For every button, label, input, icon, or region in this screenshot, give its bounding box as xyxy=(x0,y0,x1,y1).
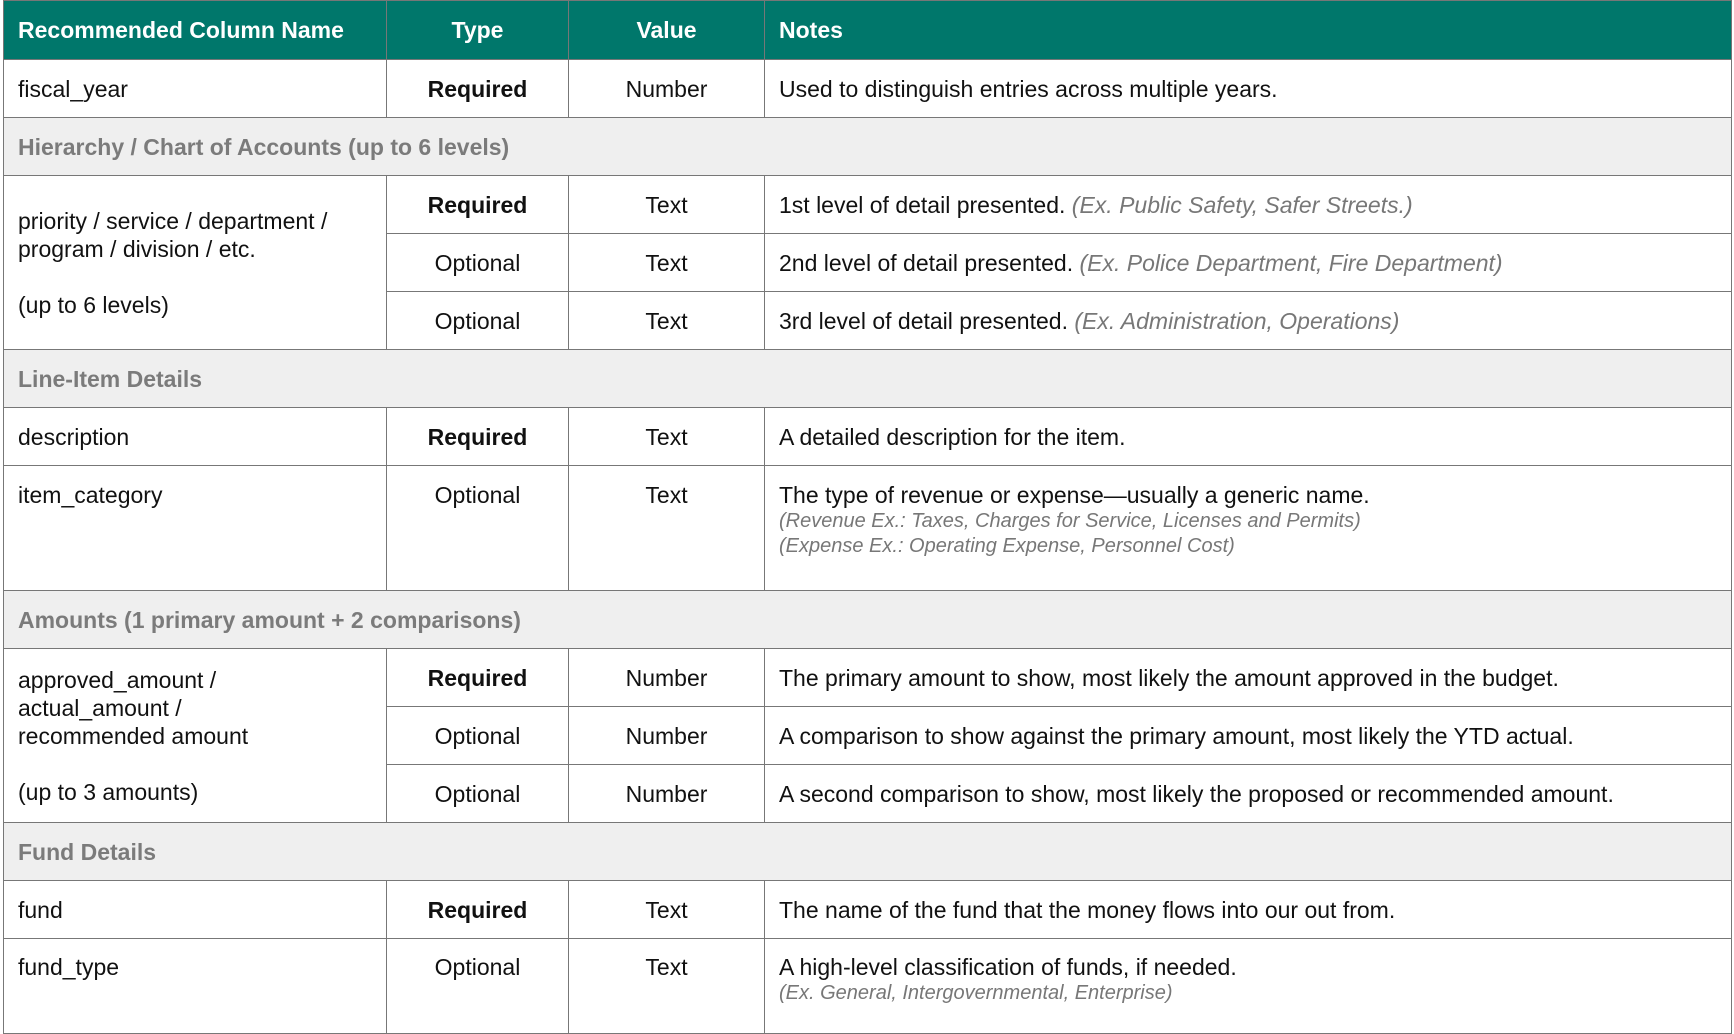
table-row xyxy=(4,408,1732,466)
notes-cell xyxy=(765,466,1732,591)
header-type: Type xyxy=(387,1,569,60)
type-cell: Required xyxy=(387,881,569,939)
section-title: Line-Item Details xyxy=(4,350,1732,408)
name-line: priority / service / department / xyxy=(18,207,328,234)
column-name-cell: fund_type xyxy=(4,939,387,1034)
notes-example: (Ex. Public Safety, Safer Streets.) xyxy=(1071,191,1413,218)
type-cell: Required xyxy=(387,176,569,234)
table-row xyxy=(4,466,1732,591)
notes-cell xyxy=(765,234,1732,292)
name-line: program / division / etc. xyxy=(18,235,256,262)
section-title: Hierarchy / Chart of Accounts (up to 6 levels) xyxy=(4,118,1732,176)
name-note: (up to 3 amounts) xyxy=(18,778,199,805)
column-name-cell: fund xyxy=(4,881,387,939)
type-cell: Optional xyxy=(387,765,569,823)
column-name-cell: fiscal_year xyxy=(4,60,387,118)
name-line: recommended amount xyxy=(18,722,249,749)
type-cell: Required xyxy=(387,649,569,707)
type-cell: Required xyxy=(387,408,569,466)
header-column-name: Recommended Column Name xyxy=(4,1,387,60)
notes-text: 1st level of detail presented. xyxy=(779,191,1066,218)
table-row xyxy=(4,939,1732,1034)
header-row xyxy=(4,1,1732,60)
column-spec-table xyxy=(3,0,1732,1034)
notes-cell: Used to distinguish entries across multiple years. xyxy=(765,60,1732,118)
notes-text: 2nd level of detail presented. xyxy=(779,249,1074,276)
section-row-amounts xyxy=(4,591,1732,649)
type-cell: Optional xyxy=(387,707,569,765)
notes-cell: A second comparison to show, most likely the proposed or recommended amount. xyxy=(765,765,1732,823)
name-line: actual_amount / xyxy=(18,694,182,721)
notes-text: 3rd level of detail presented. xyxy=(779,307,1068,334)
type-cell: Optional xyxy=(387,292,569,350)
table-row xyxy=(4,649,1732,707)
notes-text: The type of revenue or expense—usually a generic name. xyxy=(779,482,1370,508)
value-cell: Text xyxy=(569,881,765,939)
table-row xyxy=(4,60,1732,118)
value-cell: Number xyxy=(569,765,765,823)
value-cell: Text xyxy=(569,408,765,466)
header-notes: Notes xyxy=(765,1,1732,60)
value-cell: Text xyxy=(569,939,765,1034)
section-title: Amounts (1 primary amount + 2 comparisons) xyxy=(4,591,1732,649)
notes-example: (Ex. General, Intergovernmental, Enterprise) xyxy=(779,982,1173,1004)
notes-text: A high-level classification of funds, if needed. xyxy=(779,954,1237,980)
notes-cell xyxy=(765,939,1732,1034)
notes-cell: The primary amount to show, most likely the amount approved in the budget. xyxy=(765,649,1732,707)
notes-example: (Ex. Administration, Operations) xyxy=(1074,307,1400,334)
value-cell: Number xyxy=(569,649,765,707)
name-line: approved_amount / xyxy=(18,666,217,693)
type-cell: Optional xyxy=(387,466,569,591)
notes-example: (Ex. Police Department, Fire Department) xyxy=(1079,249,1503,276)
value-cell: Text xyxy=(569,234,765,292)
value-cell: Text xyxy=(569,466,765,591)
notes-example: (Revenue Ex.: Taxes, Charges for Service, Licenses and Permits) xyxy=(779,510,1361,532)
value-cell: Number xyxy=(569,707,765,765)
section-title: Fund Details xyxy=(4,823,1732,881)
name-note: (up to 6 levels) xyxy=(18,291,169,318)
type-cell: Optional xyxy=(387,939,569,1034)
header-value: Value xyxy=(569,1,765,60)
value-cell: Number xyxy=(569,60,765,118)
type-cell: Required xyxy=(387,60,569,118)
table-row xyxy=(4,881,1732,939)
notes-cell: The name of the fund that the money flows into our out from. xyxy=(765,881,1732,939)
notes-cell xyxy=(765,176,1732,234)
column-name-cell xyxy=(4,649,387,823)
table-row xyxy=(4,176,1732,234)
value-cell: Text xyxy=(569,176,765,234)
notes-cell: A comparison to show against the primary amount, most likely the YTD actual. xyxy=(765,707,1732,765)
section-row-hierarchy xyxy=(4,118,1732,176)
column-name-cell: description xyxy=(4,408,387,466)
notes-example: (Expense Ex.: Operating Expense, Personnel Cost) xyxy=(779,535,1235,557)
type-cell: Optional xyxy=(387,234,569,292)
column-name-cell xyxy=(4,176,387,350)
value-cell: Text xyxy=(569,292,765,350)
section-row-line-item xyxy=(4,350,1732,408)
notes-cell: A detailed description for the item. xyxy=(765,408,1732,466)
section-row-fund-details xyxy=(4,823,1732,881)
column-name-cell: item_category xyxy=(4,466,387,591)
notes-cell xyxy=(765,292,1732,350)
